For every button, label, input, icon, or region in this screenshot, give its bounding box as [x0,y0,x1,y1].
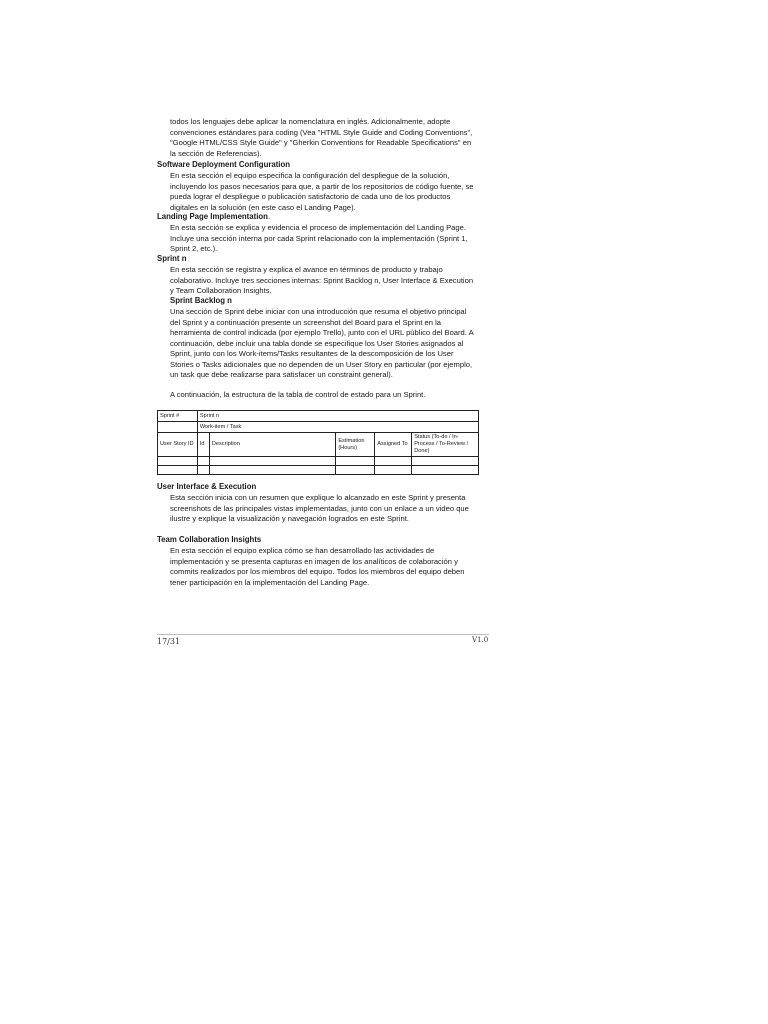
intro-paragraph: todos los lenguajes debe aplicar la nomenclatura en inglés. Adicionalmente, adopte convenciones estándares para coding (Vea "HTML Style Guide and Coding Conventions", "Google HTML/CSS Style Guide" y "Gherkin Conventions for Readable Specifications" en la sección de Referencias). [170,117,473,158]
column-header: Description [209,433,335,457]
heading-suffix: . [267,212,271,221]
heading-sprint-n: Sprint n [157,254,187,263]
heading-team-collaboration-insights: Team Collaboration Insights [157,535,262,544]
heading-text: Landing Page Implementation [157,212,268,221]
paragraph-team-collaboration-insights: En esta sección el equipo explica cómo se han desarrollado las actividades de implementación y se presenta capturas en imagen de los analíticos de colaboración y commits realizados por los miembros del equipo. Todos los miembros del equipo deben tener participación en la implementación del Landing Page. [170,546,465,587]
paragraph-sprint-backlog: Una sección de Sprint debe iniciar con una introducción que resuma el objetivo principal del Sprint y a continuación presente un screenshot del Board para el Sprint en la herramienta de control indicada (por ejemplo Trello), junto con el URL público del Board. A continuación, debe incluir una tabla donde se especifique los User Stories asignados al Sprint, junto con los Work-items/Tasks resultantes de la descomposición de los User Stories o Tasks adicionales que no dependen de un User Story en particular (por ejemplo, un task que debe realizarse para satisfacer un constraint general). [170,307,474,379]
table-cell: Work-item / Task [197,422,478,433]
column-header: Estimation (Hours) [336,433,375,457]
table-cell [197,466,209,475]
table-cell [336,466,375,475]
heading-software-deployment: Software Deployment Configuration [157,160,290,169]
heading-user-interface-execution: User Interface & Execution [157,482,257,491]
column-header: Status (To-do / In-Process / To-Review / Done) [412,433,479,457]
table-cell [336,457,375,466]
paragraph-user-interface-execution: Esta sección inicia con un resumen que explique lo alcanzado en este Sprint y presenta screenshots de las principales vistas implementadas, junto con un enlace a un video que ilustre y explique la visualización y navegación logrados en este Sprint. [170,493,469,523]
sprint-backlog-table [157,410,479,475]
table-cell: Sprint n [197,411,478,422]
table-cell [209,457,335,466]
table-cell [412,466,479,475]
table-row [158,457,479,466]
table-cell [412,457,479,466]
column-header: Id [197,433,209,457]
heading-sprint-backlog: Sprint Backlog n [170,296,232,305]
table-cell [209,466,335,475]
table-cell [158,457,198,466]
page-number: 17/31 [157,637,181,646]
table-cell [158,466,198,475]
table-row [158,466,479,475]
table-cell [197,457,209,466]
column-header: User Story ID [158,433,198,457]
column-header: Assigned To [375,433,412,457]
paragraph-sprint-n: En esta sección se registra y explica el avance en términos de producto y trabajo colaborativo. Incluye tres secciones internas: Sprint Backlog n, User Interface & Execution y Team Collaboration Insights. [170,265,474,295]
heading-landing-page-implementation [157,212,270,223]
table-cell [375,466,412,475]
table-row [158,422,479,433]
table-cell [375,457,412,466]
table-cell [158,422,198,433]
document-version: V1.0 [472,636,489,644]
footer-divider [157,634,489,635]
table-row [158,411,479,422]
table-cell: Sprint # [158,411,198,422]
table-header-row [158,433,479,457]
paragraph-software-deployment: En esta sección el equipo especifica la configuración del despliegue de la solución, incluyendo los pasos necesarios para que, a partir de los repositorios de código fuente, se pueda lograr el despliegue o publicación satisfactorio de cada uno de los productos digitales en la solución (en este caso el Landing Page). [170,171,474,212]
paragraph-table-intro: A continuación, la estructura de la tabla de control de estado para un Sprint. [170,390,426,399]
paragraph-landing-page-implementation: En esta sección se explica y evidencia el proceso de implementación del Landing Page. Incluye una sección interna por cada Sprint relacionado con la implementación (Sprint 1, Sprint 2, etc.). [170,223,468,253]
